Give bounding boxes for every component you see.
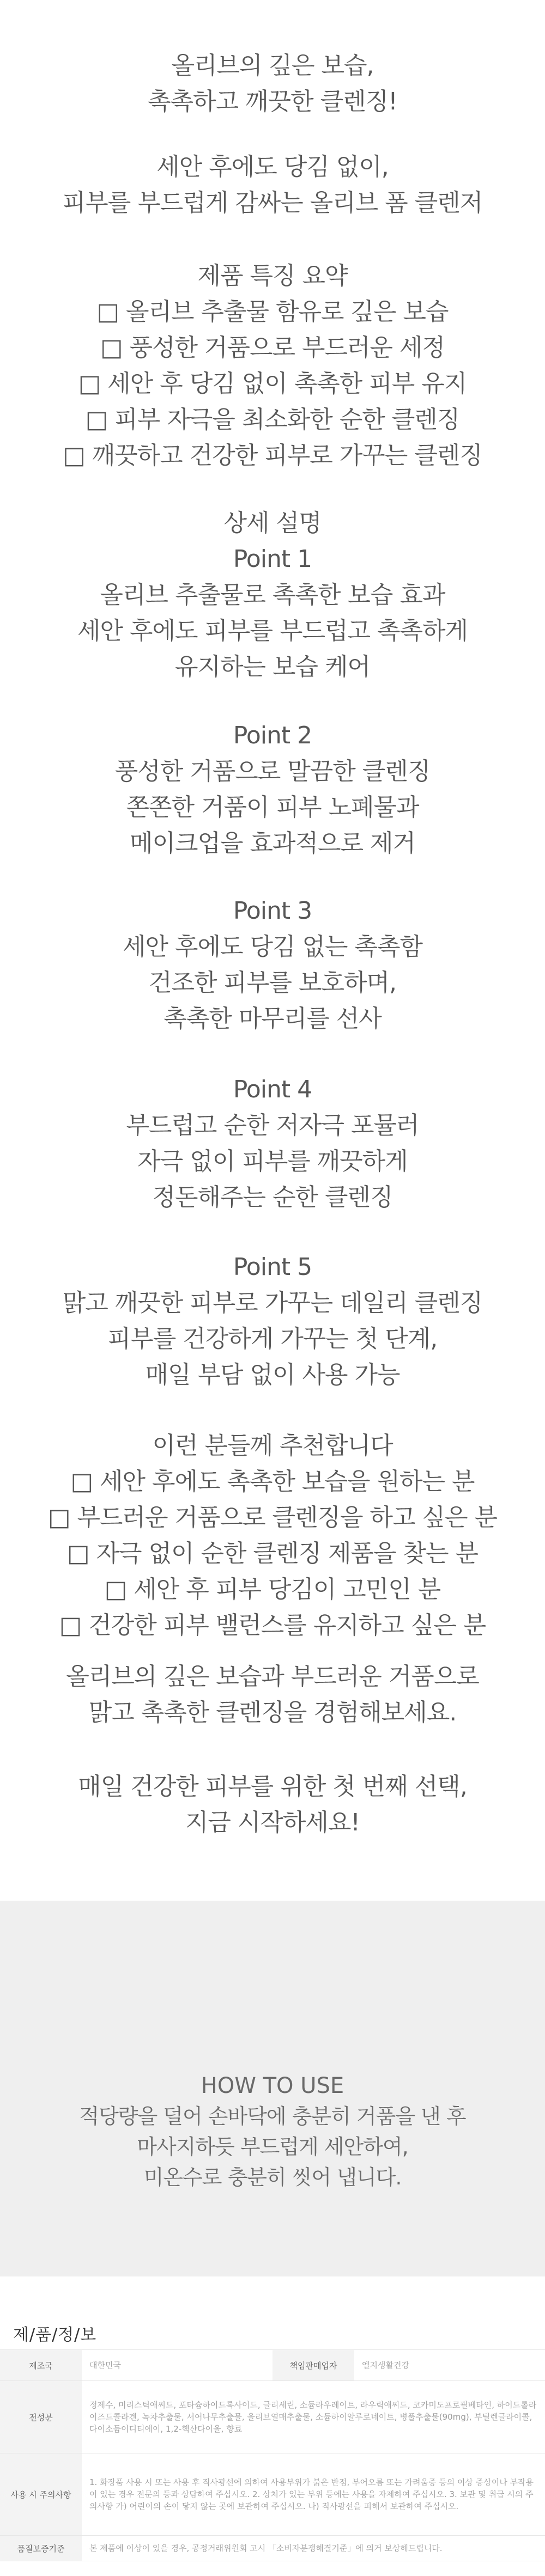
point-line: 매일 부담 없이 사용 가능 bbox=[145, 1361, 400, 1389]
point-line: 올리브 추출물로 촉촉한 보습 효과 bbox=[100, 581, 445, 609]
detail-section bbox=[0, 505, 545, 685]
point-line: 부드럽고 순한 저자극 포뮬러 bbox=[126, 1112, 419, 1139]
final-line: 매일 건강한 피부를 위한 첫 번째 선택, bbox=[78, 1773, 467, 1800]
sub-intro-line: 세안 후에도 당김 없이, bbox=[156, 153, 389, 181]
how-to-use-text bbox=[0, 2071, 545, 2193]
spec-label: 책임판매업자 bbox=[272, 2350, 354, 2381]
recommend-item: □ 세안 후 피부 당김이 고민인 분 bbox=[104, 1576, 441, 1603]
spec-label: 사용 시 주의사항 bbox=[0, 2453, 82, 2536]
point-line: 유지하는 보습 케어 bbox=[174, 653, 370, 681]
closing-text bbox=[0, 1659, 545, 1731]
product-info-table bbox=[0, 2349, 545, 2561]
point-line: 맑고 깨끗한 피부로 가꾸는 데일리 클렌징 bbox=[62, 1289, 483, 1317]
point-line: 정돈해주는 순한 클렌징 bbox=[152, 1183, 393, 1211]
point-title: Point 4 bbox=[233, 1076, 312, 1103]
how-to-use-title: HOW TO USE bbox=[201, 2073, 344, 2098]
point-title: Point 3 bbox=[233, 897, 312, 925]
final-text bbox=[0, 1769, 545, 1841]
point-line: 풍성한 거품으로 말끔한 클렌징 bbox=[114, 758, 431, 785]
table-row bbox=[0, 2350, 545, 2381]
point-line: 건조한 피부를 보호하며, bbox=[149, 969, 396, 997]
spec-value: 정제수, 미리스틱애씨드, 포타슘하이드록사이드, 글리세린, 소듐라우레이트, 라우릭애씨드, 코카미도프로필베타인, 하이드롤라이즈드콜라겐, 녹차추출물, 서어나무추출물, 올리브열매추출물, 소듐하이알루로네이트, 병풀추출물(90mg), 부틸렌글라이콜, 다이소듐이디티에이, 1,2-헥산다이올, 향료 bbox=[82, 2381, 545, 2453]
point-line: 촉촉한 마무리를 선사 bbox=[164, 1005, 382, 1033]
point-line: 피부를 건강하게 가꾸는 첫 단계, bbox=[107, 1325, 438, 1353]
point-4 bbox=[0, 1072, 545, 1216]
how-to-use-section bbox=[0, 1901, 545, 2276]
final-line: 지금 시작하세요! bbox=[185, 1809, 360, 1836]
sub-intro-text bbox=[0, 149, 545, 221]
recommend-title: 이런 분들께 추천합니다 bbox=[152, 1432, 393, 1460]
spec-value: 대한민국 bbox=[82, 2350, 272, 2381]
spec-label: 전성분 bbox=[0, 2381, 82, 2453]
summary-item: □ 풍성한 거품으로 부드러운 세정 bbox=[100, 334, 445, 362]
closing-line: 올리브의 깊은 보습과 부드러운 거품으로 bbox=[66, 1663, 479, 1690]
detail-title: 상세 설명 bbox=[223, 509, 322, 537]
summary-item: □ 세안 후 당김 없이 촉촉한 피부 유지 bbox=[78, 370, 467, 398]
table-row bbox=[0, 2381, 545, 2453]
table-row bbox=[0, 2536, 545, 2561]
product-info-section bbox=[0, 2276, 545, 2576]
spec-value: 본 제품에 이상이 있을 경우, 공정거래위원회 고시 「소비자분쟁해결기준」에 의거 보상해드립니다. bbox=[82, 2536, 545, 2561]
recommend-item: □ 건강한 피부 밸런스를 유지하고 싶은 분 bbox=[59, 1611, 486, 1639]
summary-item: □ 깨끗하고 건강한 피부로 가꾸는 클렌징 bbox=[63, 442, 482, 469]
point-line: 쫀쫀한 거품이 피부 노폐물과 bbox=[126, 793, 419, 821]
intro-line: 올리브의 깊은 보습, bbox=[171, 52, 374, 80]
point-line: 세안 후에도 피부를 부드럽고 촉촉하게 bbox=[77, 617, 468, 645]
summary-title: 제품 특징 요약 bbox=[197, 262, 348, 290]
point-line: 세안 후에도 당김 없는 촉촉함 bbox=[123, 933, 422, 961]
recommend-section bbox=[0, 1428, 545, 1644]
spec-label: 품질보증기준 bbox=[0, 2536, 82, 2561]
point-line: 자극 없이 피부를 깨끗하게 bbox=[137, 1147, 408, 1175]
point-3 bbox=[0, 893, 545, 1037]
spec-label: 제조국 bbox=[0, 2350, 82, 2381]
spec-value: 엘지생활건강 bbox=[354, 2350, 545, 2381]
intro-text bbox=[0, 48, 545, 120]
how-to-use-line: 미온수로 충분히 씻어 냅니다. bbox=[143, 2165, 402, 2189]
point-title: Point 1 bbox=[233, 545, 312, 573]
recommend-item: □ 세안 후에도 촉촉한 보습을 원하는 분 bbox=[70, 1468, 475, 1495]
product-info-title: 제/품/정/보 bbox=[13, 2325, 97, 2345]
recommend-item: □ 자극 없이 순한 클렌징 제품을 찾는 분 bbox=[66, 1540, 479, 1567]
how-to-use-line: 마사지하듯 부드럽게 세안하여, bbox=[137, 2135, 408, 2159]
point-line: 메이크업을 효과적으로 제거 bbox=[129, 829, 416, 857]
table-row bbox=[0, 2453, 545, 2536]
spec-value: 1. 화장품 사용 시 또는 사용 후 직사광선에 의하여 사용부위가 붉은 반점, 부어오름 또는 가려움증 등의 이상 증상이나 부작용이 있는 경우 전문의 등과 상담하여 주십시오. 2. 상처가 있는 부위 등에는 사용을 자제하여 주십시오. 3. 보관 및 취급 시의 주의사항 가) 어린이의 손이 닿지 않는 곳에 보관하여 주십시오. 나) 직사광선을 피해서 보관하여 주십시오. bbox=[82, 2453, 545, 2536]
point-2 bbox=[0, 718, 545, 862]
closing-line: 맑고 촉촉한 클렌징을 경험해보세요. bbox=[88, 1699, 457, 1726]
point-title: Point 2 bbox=[233, 722, 312, 749]
how-to-use-line: 적당량을 덜어 손바닥에 충분히 거품을 낸 후 bbox=[79, 2104, 466, 2128]
point-title: Point 5 bbox=[233, 1253, 312, 1281]
point-5 bbox=[0, 1249, 545, 1393]
intro-line: 촉촉하고 깨끗한 클렌징! bbox=[148, 88, 397, 115]
summary-item: □ 피부 자극을 최소화한 순한 클렌징 bbox=[85, 406, 460, 434]
summary-item: □ 올리브 추출물 함유로 깊은 보습 bbox=[96, 298, 449, 326]
sub-intro-line: 피부를 부드럽게 감싸는 올리브 폼 클렌저 bbox=[62, 189, 483, 217]
recommend-item: □ 부드러운 거품으로 클렌징을 하고 싶은 분 bbox=[47, 1504, 498, 1531]
summary-section bbox=[0, 258, 545, 474]
